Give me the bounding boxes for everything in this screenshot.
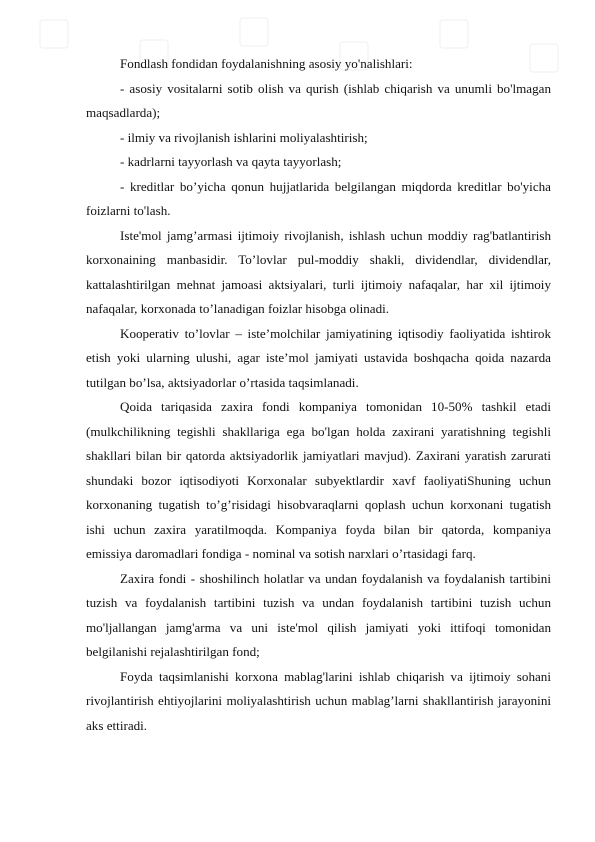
document-body	[86, 52, 551, 738]
paragraph-cooperative-payments: Kooperativ to’lovlar – iste’molchilar jamiyatining iqtisodiy faoliyatida ishtirok etish yoki ularning ulushi, agar iste’mol jamiyati ustavida boshqacha qoida nazarda tutilgan bo’lsa, aktsiyadorlar o’rtasida taqsimlanadi.	[86, 325, 551, 390]
paragraph-reserve-fund-rule: Qoida tariqasida zaxira fondi kompaniya tomonidan 10-50% tashkil etadi (mulkchilikning tegishli shakllariga ega bo'lgan holda zaxirani yaratishning tegishli shakllari bilan bir qatorda aktsiyadorlik jamiyatlari mavjud). Zaxirani yaratish zarurati shundaki bozor iqtisodiyoti Korxonalar subyektlardir xavf faoliyatiShuning uchun korxonaning tugatish to’g’risidagi hisobvaraqlarni qoplash uchun korxonani tugatish ishi uchun zaxira yaratilmoqda. Kompaniya foyda bilan bir qatorda, kompaniya emissiya daromadlari fondiga - nominal va sotish narxlari o’rtasidagi farq.	[86, 399, 551, 561]
paragraph-reserve-fund-definition: Zaxira fondi - shoshilinch holatlar va undan foydalanish va foydalanish tartibini tuzish va foydalanish tartibini tuzish va undan foydalanish tartibini tuzish uchun mo'ljallangan jamg'arma va uni iste'mol qilish jamiyati yoki ittifoqi tomonidan belgilanishi rejalashtirilgan fond;	[86, 570, 551, 659]
paragraph-item-1: - asosiy vositalarni sotib olish va qurish (ishlab chiqarish va unumli bo'lmagan maqsadlarda);	[86, 80, 551, 120]
paragraph-consumption-fund: Iste'mol jamg’armasi ijtimoiy rivojlanish, ishlash uchun moddiy rag'batlantirish korxonaining manbasidir. To’lovlar pul-moddiy shakli, dividendlar, dividendlar, kattalashtirilgan mehnat jamoasi aktsiyalari, turli ijtimoiy nafaqalar, har xil ijtimoiy nafaqalar, korxonada to’lanadigan foizlar hisobga olinadi.	[86, 227, 551, 316]
paragraph-item-4: - kreditlar bo’yicha qonun hujjatlarida belgilangan miqdorda kreditlar bo'yicha foizlarni to'lash.	[86, 178, 551, 218]
paragraph-heading: Fondlash fondidan foydalanishning asosiy yo'nalishlari:	[120, 56, 413, 71]
paragraph-item-2: - ilmiy va rivojlanish ishlarini moliyalashtirish;	[120, 129, 368, 145]
paragraph-item-3: - kadrlarni tayyorlash va qayta tayyorlash;	[120, 154, 342, 169]
paragraph-profit-distribution: Foyda taqsimlanishi korxona mablag'larini ishlab chiqarish va ijtimoiy sohani rivojlantirish ehtiyojlarini moliyalashtirish uchun mablag’larni shakllantirish jarayonini aks ettiradi.	[86, 668, 551, 733]
